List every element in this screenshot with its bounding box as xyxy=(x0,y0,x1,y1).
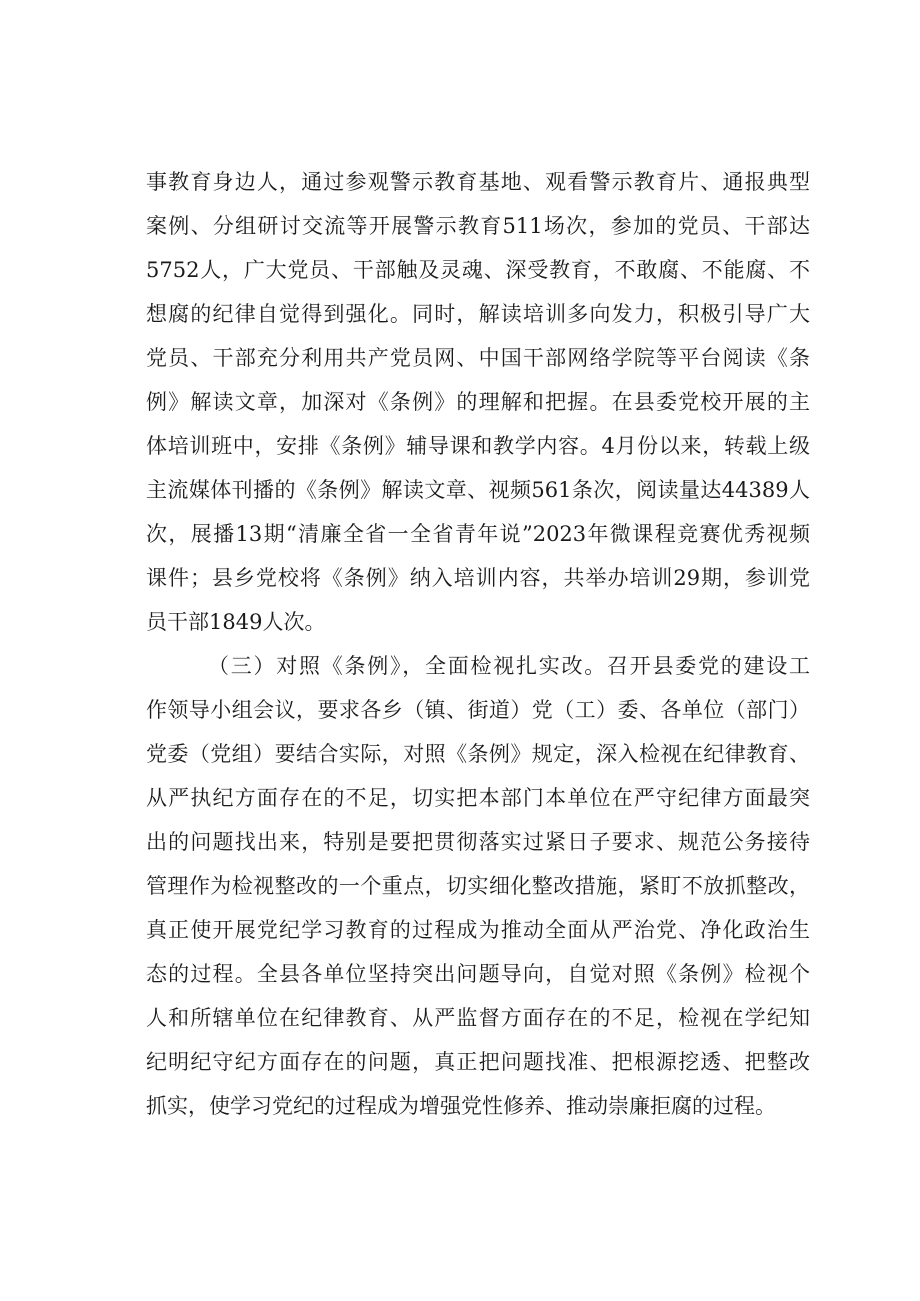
text-line: 从严执纪方面存在的不足，切实把本部门本单位在严守纪律方面最突 xyxy=(146,786,810,810)
text-line: 例》解读文章，加深对《条例》的理解和把握。在县委党校开展的主 xyxy=(146,390,810,414)
text-line: 员干部1849人次。 xyxy=(146,610,326,634)
document-body xyxy=(146,160,810,1128)
text-line: 党委（党组）要结合实际，对照《条例》规定，深入检视在纪律教育、 xyxy=(146,742,810,766)
text-line: 抓实，使学习党纪的过程成为增强党性修养、推动崇廉拒腐的过程。 xyxy=(146,1094,776,1118)
text-line: 次，展播13期“清廉全省一全省青年说”2023年微课程竞赛优秀视频 xyxy=(146,522,810,546)
text-line: 课件；县乡党校将《条例》纳入培训内容，共举办培训29期，参训党 xyxy=(146,566,810,590)
text-line: 5752人，广大党员、干部触及灵魂、深受教育，不敢腐、不能腐、不 xyxy=(146,258,810,282)
paragraph-warning-education xyxy=(146,160,810,644)
text-line: 人和所辖单位在纪律教育、从严监督方面存在的不足，检视在学纪知 xyxy=(146,1006,810,1030)
text-line: 作领导小组会议，要求各乡（镇、街道）党（工）委、各单位（部门） xyxy=(146,698,810,722)
text-line: 案例、分组研讨交流等开展警示教育511场次，参加的党员、干部达 xyxy=(146,214,810,238)
text-line: 纪明纪守纪方面存在的问题，真正把问题找准、把根源挖透、把整改 xyxy=(146,1050,810,1074)
text-line: 想腐的纪律自觉得到强化。同时，解读培训多向发力，积极引导广大 xyxy=(146,302,810,326)
paragraph-self-inspection xyxy=(146,644,810,1128)
text-line: 主流媒体刊播的《条例》解读文章、视频561条次，阅读量达44389人 xyxy=(146,478,810,502)
text-line: 事教育身边人，通过参观警示教育基地、观看警示教育片、通报典型 xyxy=(146,170,810,194)
text-line: 真正使开展党纪学习教育的过程成为推动全面从严治党、净化政治生 xyxy=(146,918,810,942)
text-line: 体培训班中，安排《条例》辅导课和教学内容。4月份以来，转载上级 xyxy=(146,434,810,458)
section-heading-line: （三）对照《条例》，全面检视扎实改。召开县委党的建设工 xyxy=(208,654,810,678)
text-line: 党员、干部充分利用共产党员网、中国干部网络学院等平台阅读《条 xyxy=(146,346,810,370)
text-line: 管理作为检视整改的一个重点，切实细化整改措施，紧盯不放抓整改， xyxy=(146,874,810,898)
text-line: 态的过程。全县各单位坚持突出问题导向，自觉对照《条例》检视个 xyxy=(146,962,810,986)
text-line: 出的问题找出来，特别是要把贯彻落实过紧日子要求、规范公务接待 xyxy=(146,830,810,854)
